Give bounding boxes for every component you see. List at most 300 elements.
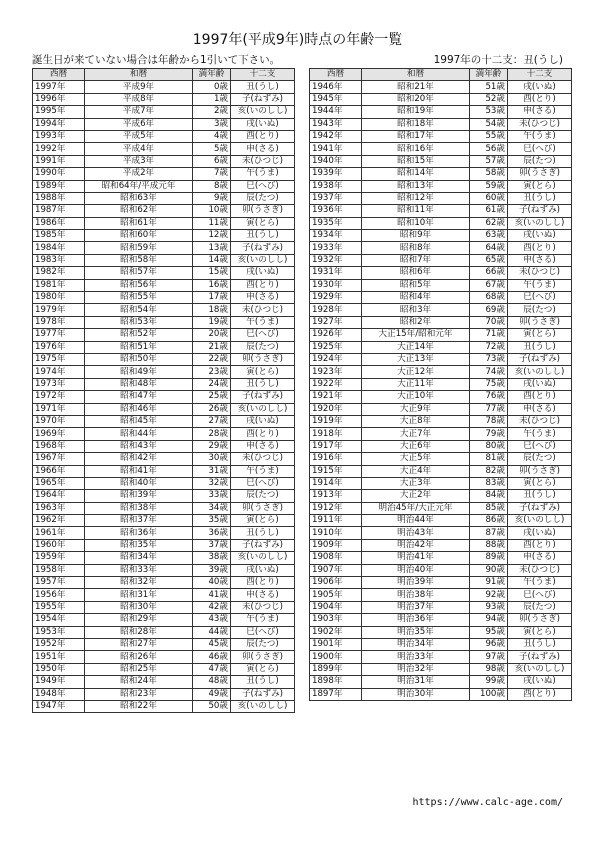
cell-eto: 辰(たつ) xyxy=(508,453,572,465)
cell-wareki: 明治43年 xyxy=(362,527,470,539)
cell-age: 34歳 xyxy=(193,502,231,514)
table-row xyxy=(33,465,295,477)
cell-wareki: 昭和57年 xyxy=(85,267,193,279)
cell-age: 7歳 xyxy=(193,168,231,180)
cell-eto: 巳(へび) xyxy=(508,292,572,304)
table-row xyxy=(310,415,572,427)
cell-wareki: 明治32年 xyxy=(362,663,470,675)
cell-seireki: 1934年 xyxy=(310,230,362,242)
cell-age: 98歳 xyxy=(470,663,508,675)
cell-wareki: 明治37年 xyxy=(362,601,470,613)
cell-wareki: 平成6年 xyxy=(85,118,193,130)
cell-eto: 子(ねずみ) xyxy=(508,353,572,365)
cell-wareki: 昭和51年 xyxy=(85,341,193,353)
table-row xyxy=(310,527,572,539)
cell-age: 96歳 xyxy=(470,638,508,650)
table-row xyxy=(310,279,572,291)
table-row xyxy=(33,391,295,403)
cell-wareki: 昭和25年 xyxy=(85,663,193,675)
table-row xyxy=(33,180,295,192)
cell-wareki: 昭和4年 xyxy=(362,292,470,304)
cell-wareki: 昭和31年 xyxy=(85,589,193,601)
cell-seireki: 1931年 xyxy=(310,267,362,279)
table-header-row xyxy=(33,69,295,81)
cell-eto: 寅(とら) xyxy=(231,515,295,527)
table-row xyxy=(33,155,295,167)
cell-wareki: 昭和16年 xyxy=(362,143,470,155)
table-row xyxy=(310,267,572,279)
cell-eto: 丑(うし) xyxy=(231,81,295,93)
table-row xyxy=(33,626,295,638)
table-row xyxy=(33,353,295,365)
cell-age: 70歳 xyxy=(470,316,508,328)
table-row xyxy=(33,143,295,155)
cell-seireki: 1966年 xyxy=(33,465,85,477)
cell-seireki: 1911年 xyxy=(310,515,362,527)
cell-eto: 卯(うさぎ) xyxy=(508,614,572,626)
cell-eto: 未(ひつじ) xyxy=(508,267,572,279)
cell-seireki: 1905年 xyxy=(310,589,362,601)
header-wareki: 和暦 xyxy=(85,69,193,81)
cell-seireki: 1908年 xyxy=(310,552,362,564)
cell-eto: 丑(うし) xyxy=(231,378,295,390)
table-row xyxy=(33,552,295,564)
cell-wareki: 昭和5年 xyxy=(362,279,470,291)
cell-eto: 未(ひつじ) xyxy=(508,564,572,576)
cell-age: 64歳 xyxy=(470,242,508,254)
cell-wareki: 昭和60年 xyxy=(85,230,193,242)
cell-eto: 申(さる) xyxy=(508,106,572,118)
cell-seireki: 1916年 xyxy=(310,453,362,465)
cell-eto: 酉(とり) xyxy=(231,577,295,589)
cell-age: 82歳 xyxy=(470,465,508,477)
cell-age: 84歳 xyxy=(470,490,508,502)
cell-seireki: 1989年 xyxy=(33,180,85,192)
cell-wareki: 昭和47年 xyxy=(85,391,193,403)
cell-seireki: 1980年 xyxy=(33,292,85,304)
cell-seireki: 1904年 xyxy=(310,601,362,613)
cell-seireki: 1949年 xyxy=(33,676,85,688)
cell-eto: 申(さる) xyxy=(231,589,295,601)
cell-seireki: 1946年 xyxy=(310,81,362,93)
table-row xyxy=(33,192,295,204)
cell-wareki: 明治41年 xyxy=(362,552,470,564)
cell-wareki: 平成9年 xyxy=(85,81,193,93)
cell-eto: 酉(とり) xyxy=(508,391,572,403)
cell-eto: 未(ひつじ) xyxy=(231,304,295,316)
cell-wareki: 昭和21年 xyxy=(362,81,470,93)
cell-seireki: 1921年 xyxy=(310,391,362,403)
table-row xyxy=(33,254,295,266)
table-row xyxy=(310,614,572,626)
cell-wareki: 昭和27年 xyxy=(85,638,193,650)
cell-eto: 卯(うさぎ) xyxy=(231,502,295,514)
site-url[interactable]: https://www.calc-age.com/ xyxy=(412,797,563,808)
cell-age: 35歳 xyxy=(193,515,231,527)
cell-seireki: 1972年 xyxy=(33,391,85,403)
cell-eto: 未(ひつじ) xyxy=(508,415,572,427)
cell-wareki: 大正6年 xyxy=(362,440,470,452)
cell-wareki: 昭和6年 xyxy=(362,267,470,279)
table-row xyxy=(310,490,572,502)
cell-seireki: 1944年 xyxy=(310,106,362,118)
cell-wareki: 大正5年 xyxy=(362,453,470,465)
cell-wareki: 大正7年 xyxy=(362,428,470,440)
cell-age: 94歳 xyxy=(470,614,508,626)
cell-eto: 子(ねずみ) xyxy=(231,688,295,700)
cell-eto: 辰(たつ) xyxy=(231,192,295,204)
cell-age: 32歳 xyxy=(193,477,231,489)
cell-seireki: 1936年 xyxy=(310,205,362,217)
cell-age: 83歳 xyxy=(470,477,508,489)
table-row xyxy=(310,81,572,93)
cell-eto: 酉(とり) xyxy=(508,688,572,700)
cell-wareki: 平成7年 xyxy=(85,106,193,118)
cell-seireki: 1938年 xyxy=(310,180,362,192)
cell-seireki: 1960年 xyxy=(33,539,85,551)
table-row xyxy=(33,130,295,142)
cell-wareki: 大正4年 xyxy=(362,465,470,477)
table-row xyxy=(33,168,295,180)
cell-age: 69歳 xyxy=(470,304,508,316)
header-wareki: 和暦 xyxy=(362,69,470,81)
table-row xyxy=(33,477,295,489)
cell-age: 11歳 xyxy=(193,217,231,229)
table-row xyxy=(33,515,295,527)
cell-seireki: 1899年 xyxy=(310,663,362,675)
cell-wareki: 昭和37年 xyxy=(85,515,193,527)
cell-age: 36歳 xyxy=(193,527,231,539)
cell-seireki: 1926年 xyxy=(310,329,362,341)
cell-eto: 丑(うし) xyxy=(508,490,572,502)
cell-seireki: 1976年 xyxy=(33,341,85,353)
cell-wareki: 昭和50年 xyxy=(85,353,193,365)
cell-eto: 酉(とり) xyxy=(231,279,295,291)
table-row xyxy=(310,242,572,254)
cell-eto: 戌(いぬ) xyxy=(508,378,572,390)
header-eto: 十二支 xyxy=(508,69,572,81)
cell-seireki: 1975年 xyxy=(33,353,85,365)
cell-eto: 戌(いぬ) xyxy=(231,267,295,279)
cell-wareki: 昭和35年 xyxy=(85,539,193,551)
table-row xyxy=(33,440,295,452)
cell-seireki: 1918年 xyxy=(310,428,362,440)
cell-seireki: 1997年 xyxy=(33,81,85,93)
cell-seireki: 1928年 xyxy=(310,304,362,316)
cell-age: 17歳 xyxy=(193,292,231,304)
cell-wareki: 昭和38年 xyxy=(85,502,193,514)
cell-age: 67歳 xyxy=(470,279,508,291)
cell-eto: 戌(いぬ) xyxy=(508,527,572,539)
cell-seireki: 1970年 xyxy=(33,415,85,427)
table-row xyxy=(310,205,572,217)
table-row xyxy=(310,638,572,650)
table-row xyxy=(33,428,295,440)
cell-seireki: 1951年 xyxy=(33,651,85,663)
cell-wareki: 昭和40年 xyxy=(85,477,193,489)
table-row xyxy=(33,366,295,378)
cell-age: 86歳 xyxy=(470,515,508,527)
cell-wareki: 昭和28年 xyxy=(85,626,193,638)
cell-wareki: 明治39年 xyxy=(362,577,470,589)
table-row xyxy=(310,93,572,105)
cell-wareki: 昭和7年 xyxy=(362,254,470,266)
cell-seireki: 1927年 xyxy=(310,316,362,328)
cell-seireki: 1963年 xyxy=(33,502,85,514)
cell-eto: 午(うま) xyxy=(508,279,572,291)
cell-eto: 巳(へび) xyxy=(231,626,295,638)
cell-seireki: 1961年 xyxy=(33,527,85,539)
cell-age: 13歳 xyxy=(193,242,231,254)
cell-eto: 丑(うし) xyxy=(231,527,295,539)
table-row xyxy=(310,577,572,589)
cell-seireki: 1929年 xyxy=(310,292,362,304)
table-row xyxy=(310,118,572,130)
age-table-right xyxy=(309,68,572,701)
cell-seireki: 1950年 xyxy=(33,663,85,675)
table-row xyxy=(310,515,572,527)
cell-age: 8歳 xyxy=(193,180,231,192)
cell-age: 71歳 xyxy=(470,329,508,341)
cell-wareki: 昭和36年 xyxy=(85,527,193,539)
cell-eto: 子(ねずみ) xyxy=(508,651,572,663)
cell-wareki: 明治30年 xyxy=(362,688,470,700)
cell-seireki: 1965年 xyxy=(33,477,85,489)
cell-age: 55歳 xyxy=(470,130,508,142)
table-row xyxy=(33,217,295,229)
cell-eto: 卯(うさぎ) xyxy=(231,353,295,365)
cell-wareki: 明治40年 xyxy=(362,564,470,576)
cell-wareki: 昭和55年 xyxy=(85,292,193,304)
cell-eto: 午(うま) xyxy=(231,614,295,626)
cell-seireki: 1932年 xyxy=(310,254,362,266)
table-row xyxy=(310,663,572,675)
table-row xyxy=(310,292,572,304)
table-row xyxy=(310,391,572,403)
cell-wareki: 昭和42年 xyxy=(85,453,193,465)
cell-wareki: 明治31年 xyxy=(362,676,470,688)
cell-seireki: 1988年 xyxy=(33,192,85,204)
cell-eto: 酉(とり) xyxy=(508,242,572,254)
cell-eto: 酉(とり) xyxy=(231,130,295,142)
cell-seireki: 1901年 xyxy=(310,638,362,650)
table-row xyxy=(33,81,295,93)
table-row xyxy=(33,230,295,242)
header-age: 満年齢 xyxy=(470,69,508,81)
table-row xyxy=(33,316,295,328)
birthday-note: 誕生日が来ていない場合は年齢から1引いて下さい。 xyxy=(32,54,281,66)
cell-seireki: 1992年 xyxy=(33,143,85,155)
table-row xyxy=(33,663,295,675)
cell-wareki: 昭和63年 xyxy=(85,192,193,204)
cell-wareki: 昭和41年 xyxy=(85,465,193,477)
cell-age: 42歳 xyxy=(193,601,231,613)
cell-age: 87歳 xyxy=(470,527,508,539)
cell-age: 53歳 xyxy=(470,106,508,118)
cell-seireki: 1977年 xyxy=(33,329,85,341)
cell-seireki: 1955年 xyxy=(33,601,85,613)
cell-seireki: 1978年 xyxy=(33,316,85,328)
cell-age: 63歳 xyxy=(470,230,508,242)
cell-seireki: 1982年 xyxy=(33,267,85,279)
cell-seireki: 1935年 xyxy=(310,217,362,229)
cell-eto: 丑(うし) xyxy=(231,230,295,242)
table-row xyxy=(33,118,295,130)
cell-age: 57歳 xyxy=(470,155,508,167)
cell-eto: 亥(いのしし) xyxy=(231,254,295,266)
cell-age: 48歳 xyxy=(193,676,231,688)
table-row xyxy=(33,279,295,291)
age-table-left xyxy=(32,68,295,713)
cell-wareki: 昭和48年 xyxy=(85,378,193,390)
table-row xyxy=(33,564,295,576)
cell-eto: 亥(いのしし) xyxy=(508,366,572,378)
cell-age: 93歳 xyxy=(470,601,508,613)
cell-eto: 申(さる) xyxy=(508,552,572,564)
cell-seireki: 1919年 xyxy=(310,415,362,427)
cell-seireki: 1922年 xyxy=(310,378,362,390)
cell-wareki: 明治38年 xyxy=(362,589,470,601)
cell-age: 23歳 xyxy=(193,366,231,378)
table-row xyxy=(33,688,295,700)
table-row xyxy=(33,93,295,105)
cell-wareki: 昭和59年 xyxy=(85,242,193,254)
cell-seireki: 1941年 xyxy=(310,143,362,155)
cell-wareki: 昭和9年 xyxy=(362,230,470,242)
table-row xyxy=(310,601,572,613)
cell-age: 31歳 xyxy=(193,465,231,477)
cell-age: 21歳 xyxy=(193,341,231,353)
cell-seireki: 1915年 xyxy=(310,465,362,477)
cell-age: 65歳 xyxy=(470,254,508,266)
table-row xyxy=(310,143,572,155)
cell-seireki: 1923年 xyxy=(310,366,362,378)
cell-age: 39歳 xyxy=(193,564,231,576)
cell-age: 41歳 xyxy=(193,589,231,601)
cell-eto: 丑(うし) xyxy=(508,341,572,353)
cell-wareki: 明治36年 xyxy=(362,614,470,626)
cell-eto: 午(うま) xyxy=(508,577,572,589)
cell-age: 24歳 xyxy=(193,378,231,390)
cell-wareki: 昭和17年 xyxy=(362,130,470,142)
cell-age: 6歳 xyxy=(193,155,231,167)
cell-seireki: 1914年 xyxy=(310,477,362,489)
cell-eto: 未(ひつじ) xyxy=(231,155,295,167)
cell-age: 40歳 xyxy=(193,577,231,589)
cell-eto: 辰(たつ) xyxy=(508,601,572,613)
cell-wareki: 昭和29年 xyxy=(85,614,193,626)
cell-age: 81歳 xyxy=(470,453,508,465)
cell-age: 18歳 xyxy=(193,304,231,316)
cell-wareki: 平成2年 xyxy=(85,168,193,180)
cell-age: 0歳 xyxy=(193,81,231,93)
cell-seireki: 1986年 xyxy=(33,217,85,229)
cell-age: 3歳 xyxy=(193,118,231,130)
table-row xyxy=(310,106,572,118)
cell-seireki: 1900年 xyxy=(310,651,362,663)
cell-seireki: 1974年 xyxy=(33,366,85,378)
cell-seireki: 1947年 xyxy=(33,700,85,712)
table-row xyxy=(310,378,572,390)
cell-eto: 寅(とら) xyxy=(231,217,295,229)
cell-eto: 卯(うさぎ) xyxy=(508,465,572,477)
cell-age: 28歳 xyxy=(193,428,231,440)
cell-wareki: 平成4年 xyxy=(85,143,193,155)
cell-wareki: 昭和11年 xyxy=(362,205,470,217)
cell-age: 74歳 xyxy=(470,366,508,378)
cell-wareki: 昭和18年 xyxy=(362,118,470,130)
cell-age: 27歳 xyxy=(193,415,231,427)
cell-seireki: 1958年 xyxy=(33,564,85,576)
cell-eto: 辰(たつ) xyxy=(508,304,572,316)
cell-wareki: 昭和54年 xyxy=(85,304,193,316)
cell-age: 26歳 xyxy=(193,403,231,415)
table-row xyxy=(33,651,295,663)
cell-eto: 午(うま) xyxy=(231,316,295,328)
cell-wareki: 昭和52年 xyxy=(85,329,193,341)
cell-wareki: 明治33年 xyxy=(362,651,470,663)
cell-wareki: 昭和46年 xyxy=(85,403,193,415)
table-row xyxy=(310,366,572,378)
cell-wareki: 大正13年 xyxy=(362,353,470,365)
cell-eto: 辰(たつ) xyxy=(231,490,295,502)
cell-eto: 亥(いのしし) xyxy=(508,663,572,675)
cell-age: 22歳 xyxy=(193,353,231,365)
cell-wareki: 昭和24年 xyxy=(85,676,193,688)
cell-eto: 未(ひつじ) xyxy=(231,601,295,613)
table-row xyxy=(310,552,572,564)
table-row xyxy=(33,267,295,279)
cell-seireki: 1945年 xyxy=(310,93,362,105)
cell-eto: 丑(うし) xyxy=(231,676,295,688)
cell-age: 12歳 xyxy=(193,230,231,242)
cell-eto: 卯(うさぎ) xyxy=(508,316,572,328)
cell-age: 54歳 xyxy=(470,118,508,130)
cell-wareki: 大正3年 xyxy=(362,477,470,489)
cell-wareki: 昭和2年 xyxy=(362,316,470,328)
cell-eto: 戌(いぬ) xyxy=(508,676,572,688)
cell-eto: 酉(とり) xyxy=(508,539,572,551)
cell-age: 20歳 xyxy=(193,329,231,341)
cell-age: 99歳 xyxy=(470,676,508,688)
table-row xyxy=(33,106,295,118)
cell-age: 75歳 xyxy=(470,378,508,390)
cell-age: 60歳 xyxy=(470,192,508,204)
cell-seireki: 1917年 xyxy=(310,440,362,452)
cell-wareki: 昭和19年 xyxy=(362,106,470,118)
cell-age: 89歳 xyxy=(470,552,508,564)
cell-age: 15歳 xyxy=(193,267,231,279)
cell-eto: 亥(いのしし) xyxy=(231,700,295,712)
cell-seireki: 1956年 xyxy=(33,589,85,601)
cell-eto: 亥(いのしし) xyxy=(231,106,295,118)
cell-age: 43歳 xyxy=(193,614,231,626)
cell-eto: 子(ねずみ) xyxy=(231,242,295,254)
cell-age: 79歳 xyxy=(470,428,508,440)
table-row xyxy=(33,676,295,688)
cell-eto: 丑(うし) xyxy=(508,192,572,204)
table-row xyxy=(33,614,295,626)
table-row xyxy=(310,403,572,415)
table-row xyxy=(310,564,572,576)
cell-eto: 未(ひつじ) xyxy=(231,453,295,465)
cell-eto: 子(ねずみ) xyxy=(231,539,295,551)
cell-seireki: 1903年 xyxy=(310,614,362,626)
cell-wareki: 大正9年 xyxy=(362,403,470,415)
cell-seireki: 1985年 xyxy=(33,230,85,242)
cell-seireki: 1943年 xyxy=(310,118,362,130)
cell-age: 33歳 xyxy=(193,490,231,502)
